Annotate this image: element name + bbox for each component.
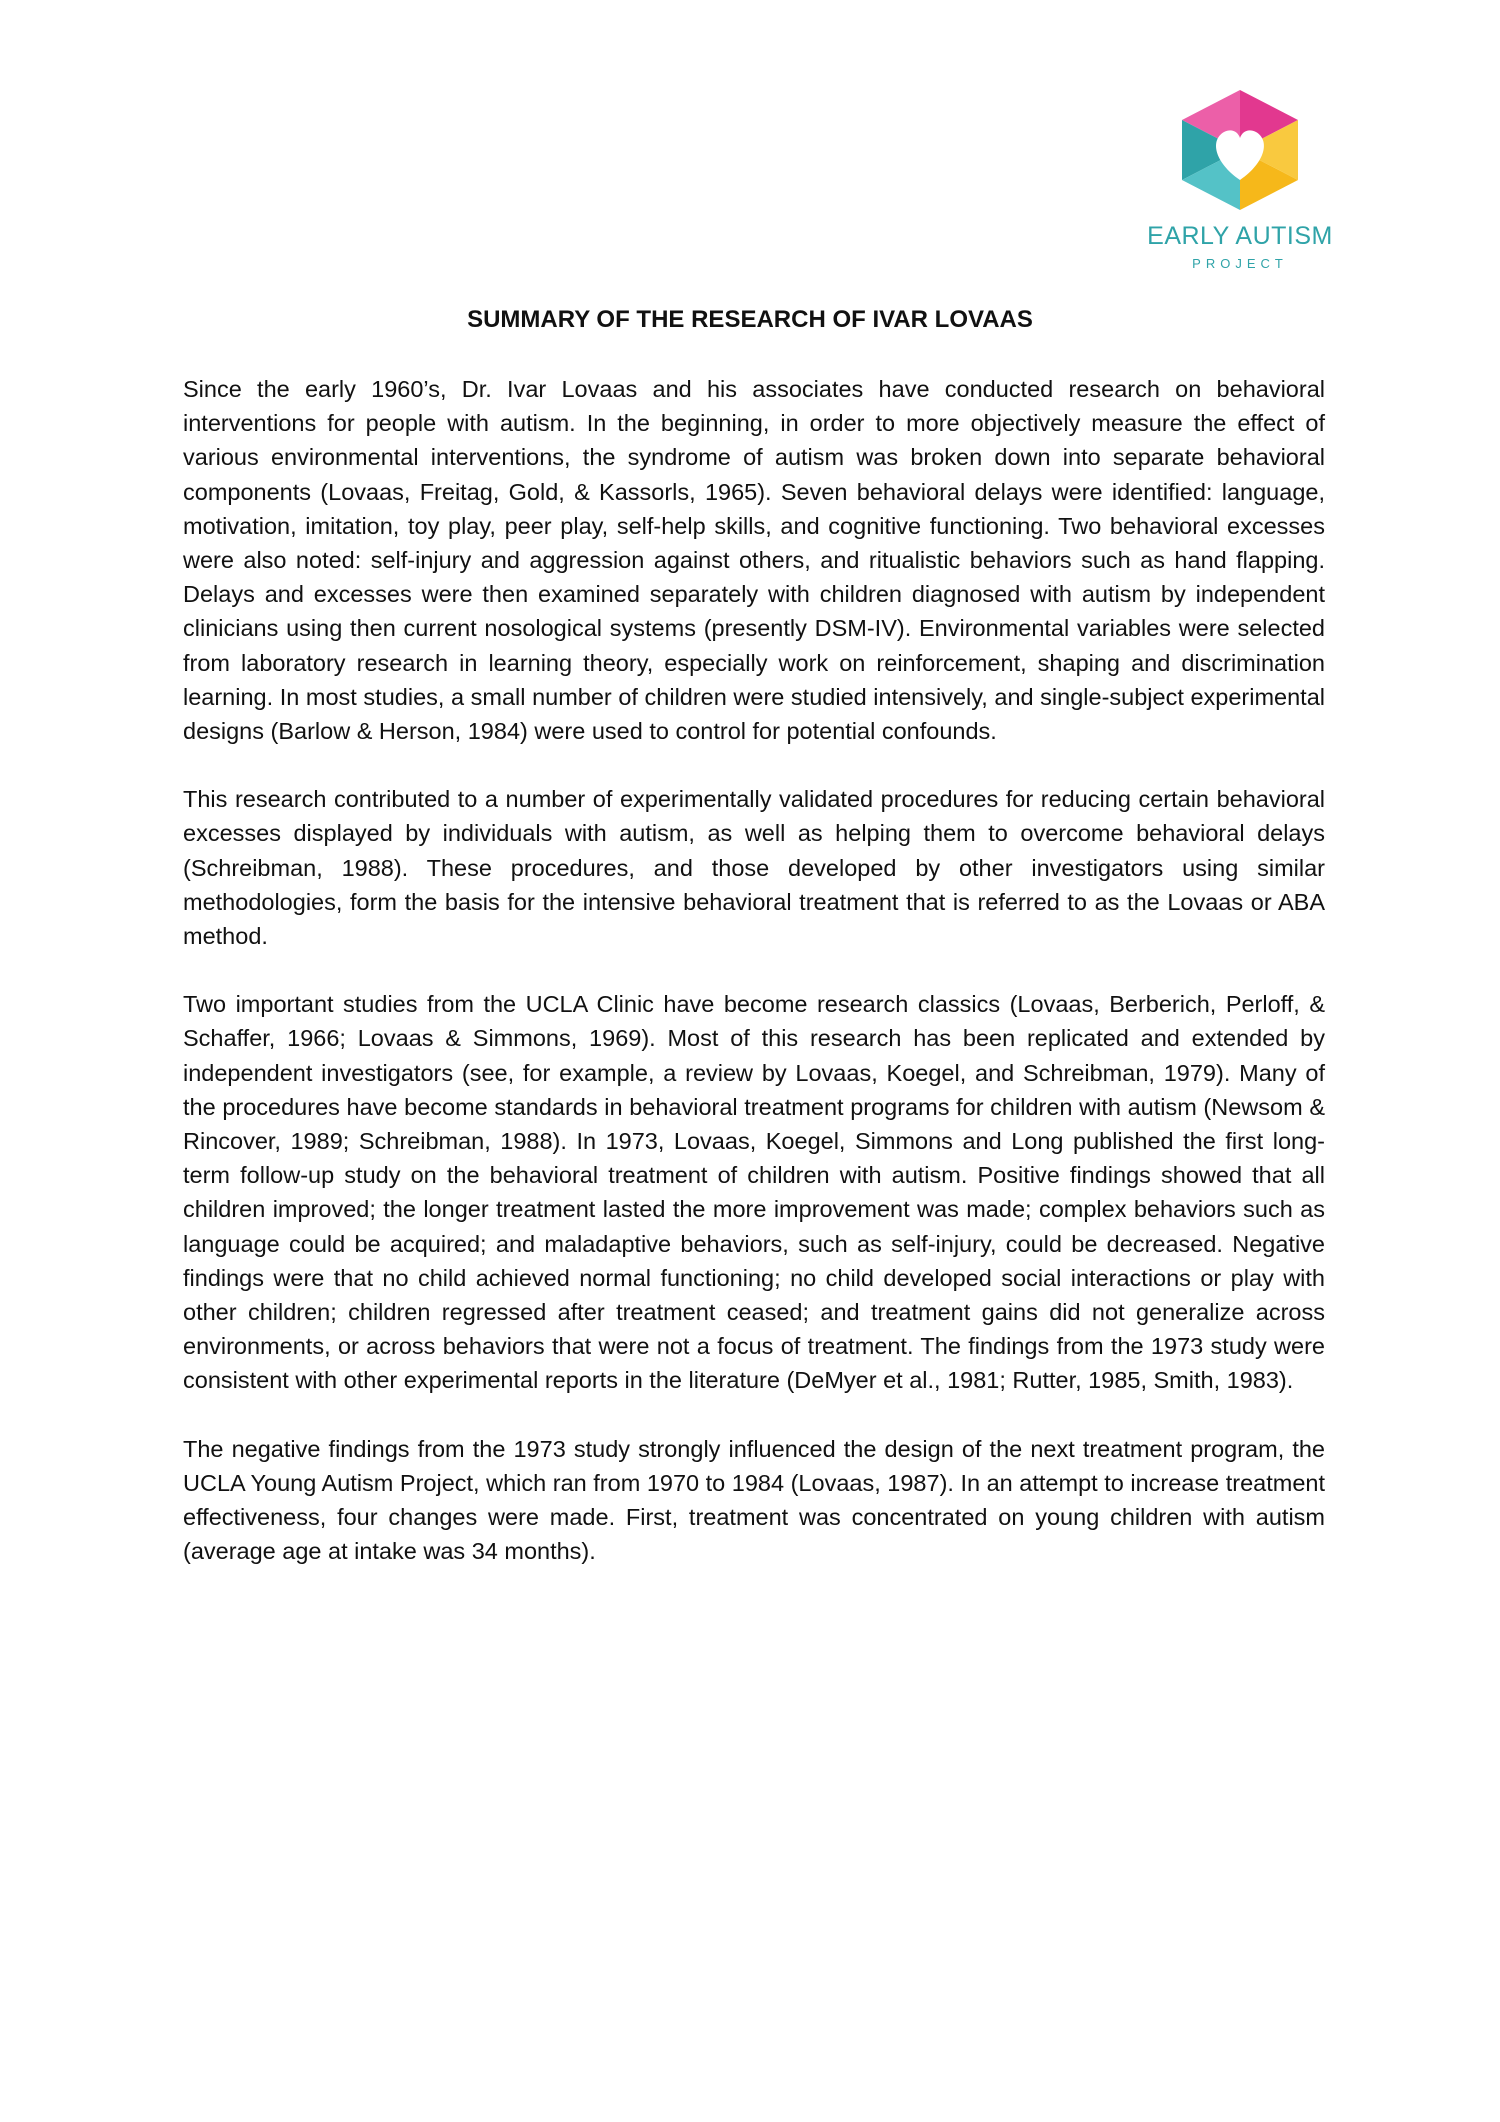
document-title: SUMMARY OF THE RESEARCH OF IVAR LOVAAS [467, 306, 1033, 333]
paragraph-1: Since the early 1960’s, Dr. Ivar Lovaas and his associates have conducted research on behavioral interventions for people with autism. In the beginning, in order to more objectively measure the effect of various environmental interventions, the syndrome of autism was broken down into separate behavioral components (Lovaas, Freitag, Gold, & Kassorls, 1965). Seven behavioral delays were identified: language, motivation, imitation, toy play, peer play, self-help skills, and cognitive functioning. Two behavioral excesses were also noted: self-injury and aggression against others, and ritualistic behaviors such as hand flapping. Delays and excesses were then examined separately with children diagnosed with autism by independent clinicians using then current nosological systems (presently DSM-IV). Environmental variables were selected from laboratory research in learning theory, especially work on reinforcement, shaping and discrimination learning. In most studies, a small number of children were studied intensively, and single-subject experimental designs (Barlow & Herson, 1984) were used to control for potential confounds. [183, 376, 1325, 745]
heart-hexagon-icon [1170, 88, 1310, 213]
document-body [183, 372, 1325, 1603]
logo-subtitle: PROJECT [1192, 256, 1288, 271]
logo-name: EARLY AUTISM [1147, 222, 1333, 250]
paragraph-2: This research contributed to a number of experimentally validated procedures for reducing certain behavioral excesses displayed by individuals with autism, as well as helping them to overcome behavioral delays (Schreibman, 1988). These procedures, and those developed by other investigators using similar methodologies, form the basis for the intensive behavioral treatment that is referred to as the Lovaas or ABA method. [183, 786, 1325, 950]
paragraph-3: Two important studies from the UCLA Clinic have become research classics (Lovaas, Berberich, Perloff, & Schaffer, 1966; Lovaas & Simmons, 1969). Most of this research has been replicated and extended by independent investigators (see, for example, a review by Lovaas, Koegel, and Schreibman, 1979). Many of the procedures have become standards in behavioral treatment programs for children with autism (Newsom & Rincover, 1989; Schreibman, 1988). In 1973, Lovaas, Koegel, Simmons and Long published the first long-term follow-up study on the behavioral treatment of children with autism. Positive findings showed that all children improved; the longer treatment lasted the more improvement was made; complex behaviors such as language could be acquired; and maladaptive behaviors, such as self-injury, could be decreased. Negative findings were that no child achieved normal functioning; no child developed social interactions or play with other children; children regressed after treatment ceased; and treatment gains did not generalize across environments, or across behaviors that were not a focus of treatment. The findings from the 1973 study were consistent with other experimental reports in the literature (DeMyer et al., 1981; Rutter, 1985, Smith, 1983). [183, 991, 1325, 1394]
early-autism-project-logo [1140, 88, 1340, 278]
paragraph-4: The negative findings from the 1973 study strongly influenced the design of the next treatment program, the UCLA Young Autism Project, which ran from 1970 to 1984 (Lovaas, 1987). In an attempt to increase treatment effectiveness, four changes were made. First, treatment was concentrated on young children with autism (average age at intake was 34 months). [183, 1435, 1325, 1565]
